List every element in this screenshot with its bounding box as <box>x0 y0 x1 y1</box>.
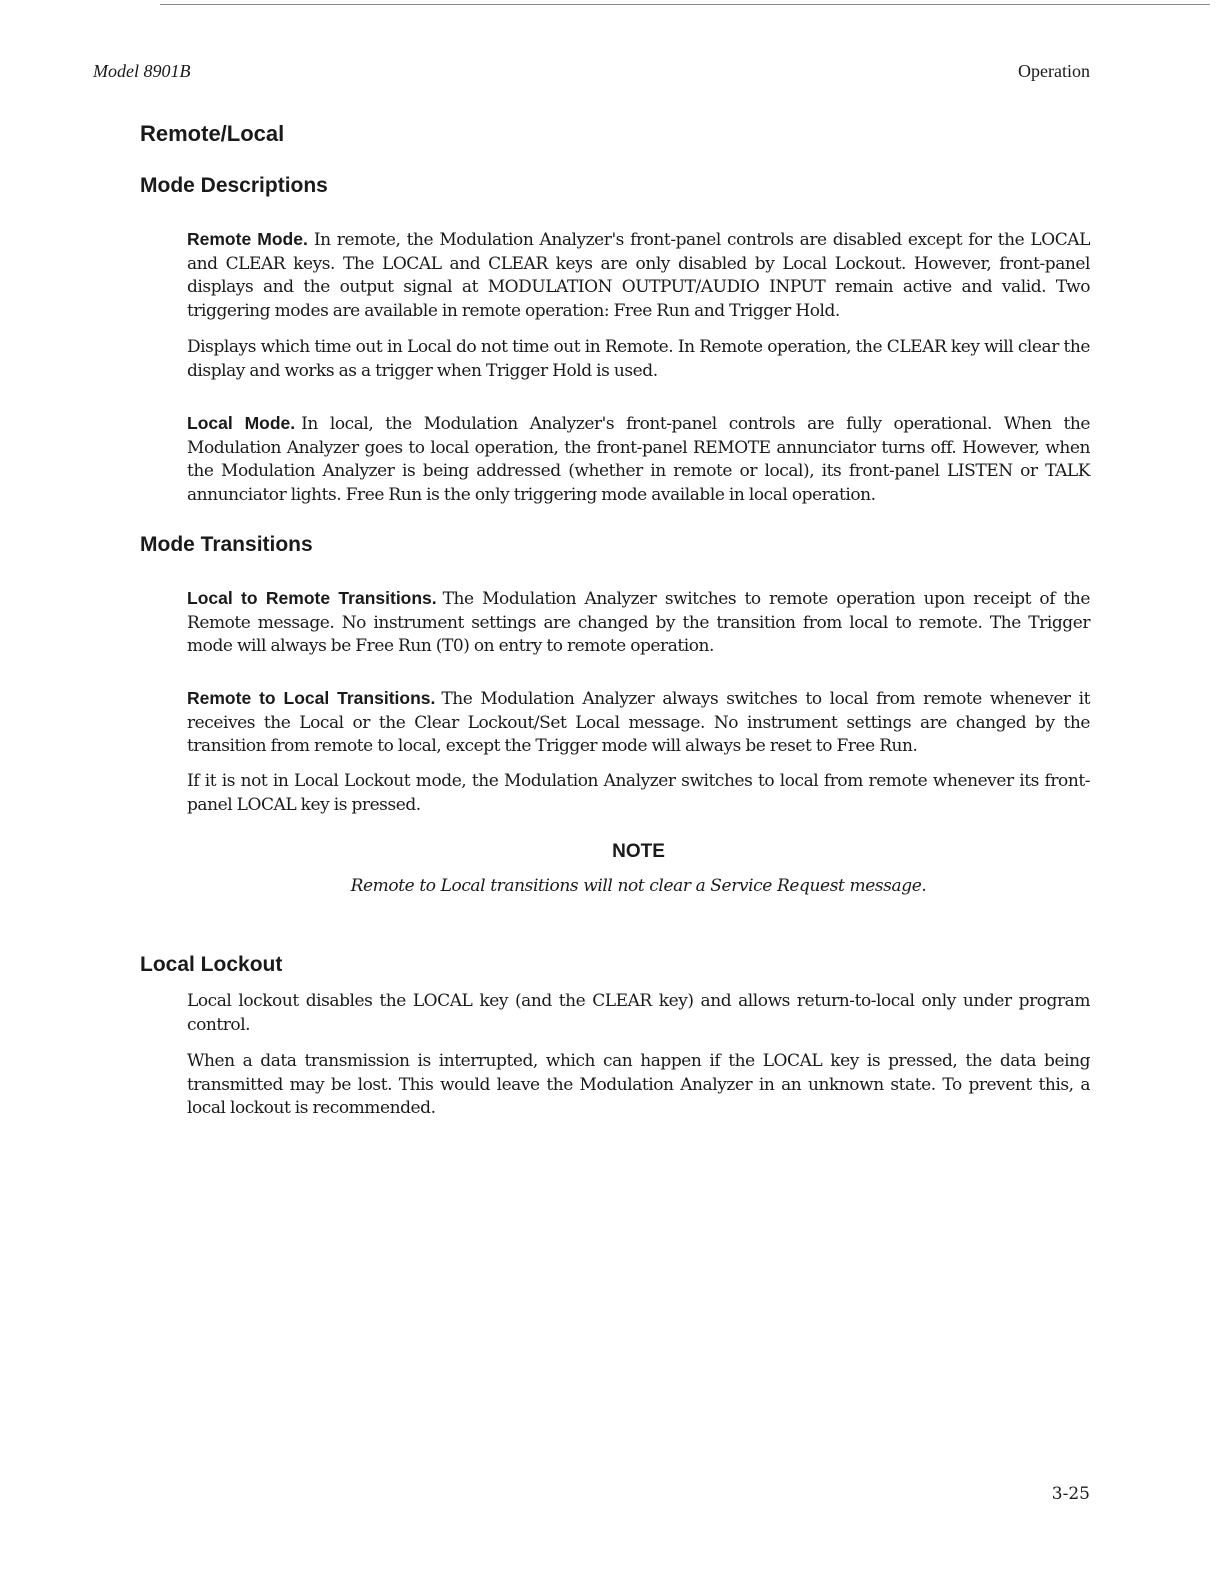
page-number: 3-25 <box>1051 1484 1090 1504</box>
remote-to-local-text: The Modulation Analyzer always switches to local from remote whenever it receives the Local or the Clear Lockout/Set Local message. No instrument settings are changed by the transition from remote to local, except the Trigger mode will always be reset to Free Run. <box>187 689 1090 756</box>
remote-mode-text: In remote, the Modulation Analyzer's front-panel controls are disabled except for the LOCAL and CLEAR keys. The LOCAL and CLEAR keys are only disabled by Local Lockout. However, front-panel displays and the output signal at MODULATION OUTPUT/AUDIO INPUT remain active and valid. Two triggering modes are available in remote operation: Free Run and Trigger Hold. <box>187 230 1090 321</box>
paragraph-remote-to-local <box>187 687 1090 759</box>
heading-mode-transitions: Mode Transitions <box>140 533 313 556</box>
run-in-remote-to-local: Remote to Local Transitions. <box>187 688 436 708</box>
heading-local-lockout: Local Lockout <box>140 953 283 976</box>
run-in-remote-mode: Remote Mode. <box>187 229 308 249</box>
heading-mode-descriptions: Mode Descriptions <box>140 174 328 197</box>
header-section: Operation <box>1018 61 1090 81</box>
run-in-local-mode: Local Mode. <box>187 413 296 433</box>
local-mode-text: In local, the Modulation Analyzer's front-panel controls are fully operational. When the Modulation Analyzer goes to local operation, the front-panel REMOTE annunciator turns off. However, when the Modulation Analyzer is being addressed (whether in remote or local), its front-panel LISTEN or TALK annunciator lights. Free Run is the only triggering mode available in local operation. <box>187 414 1090 505</box>
paragraph-data-transmission: When a data transmission is interrupted, which can happen if the LOCAL key is pressed, the data being transmitted may be lost. This would leave the Modulation Analyzer in an unknown state. To prevent this, a local lockout is recommended. <box>187 1051 1090 1118</box>
paragraph-local-to-remote <box>187 587 1090 659</box>
paragraph-displays-timeout: Displays which time out in Local do not time out in Remote. In Remote operation, the CLEAR key will clear the display and works as a trigger when Trigger Hold is used. <box>187 337 1090 381</box>
page-title: Remote/Local <box>140 121 285 146</box>
header-model: Model 8901B <box>93 61 191 81</box>
top-rule <box>160 4 1210 5</box>
run-in-local-to-remote: Local to Remote Transitions. <box>187 588 437 608</box>
paragraph-local-lockout: Local lockout disables the LOCAL key (and the CLEAR key) and allows return-to-local only under program control. <box>187 991 1090 1035</box>
paragraph-local-key-pressed: If it is not in Local Lockout mode, the Modulation Analyzer switches to local from remote whenever its front-panel LOCAL key is pressed. <box>187 771 1090 815</box>
note-text: Remote to Local transitions will not clear a Service Request message. <box>350 876 927 896</box>
paragraph-remote-mode <box>187 228 1090 323</box>
note-title: NOTE <box>612 841 665 862</box>
paragraph-local-mode <box>187 412 1090 507</box>
local-to-remote-text: The Modulation Analyzer switches to remote operation upon receipt of the Remote message. No instrument settings are changed by the transition from local to remote. The Trigger mode will always be Free Run (T0) on entry to remote operation. <box>187 589 1090 656</box>
